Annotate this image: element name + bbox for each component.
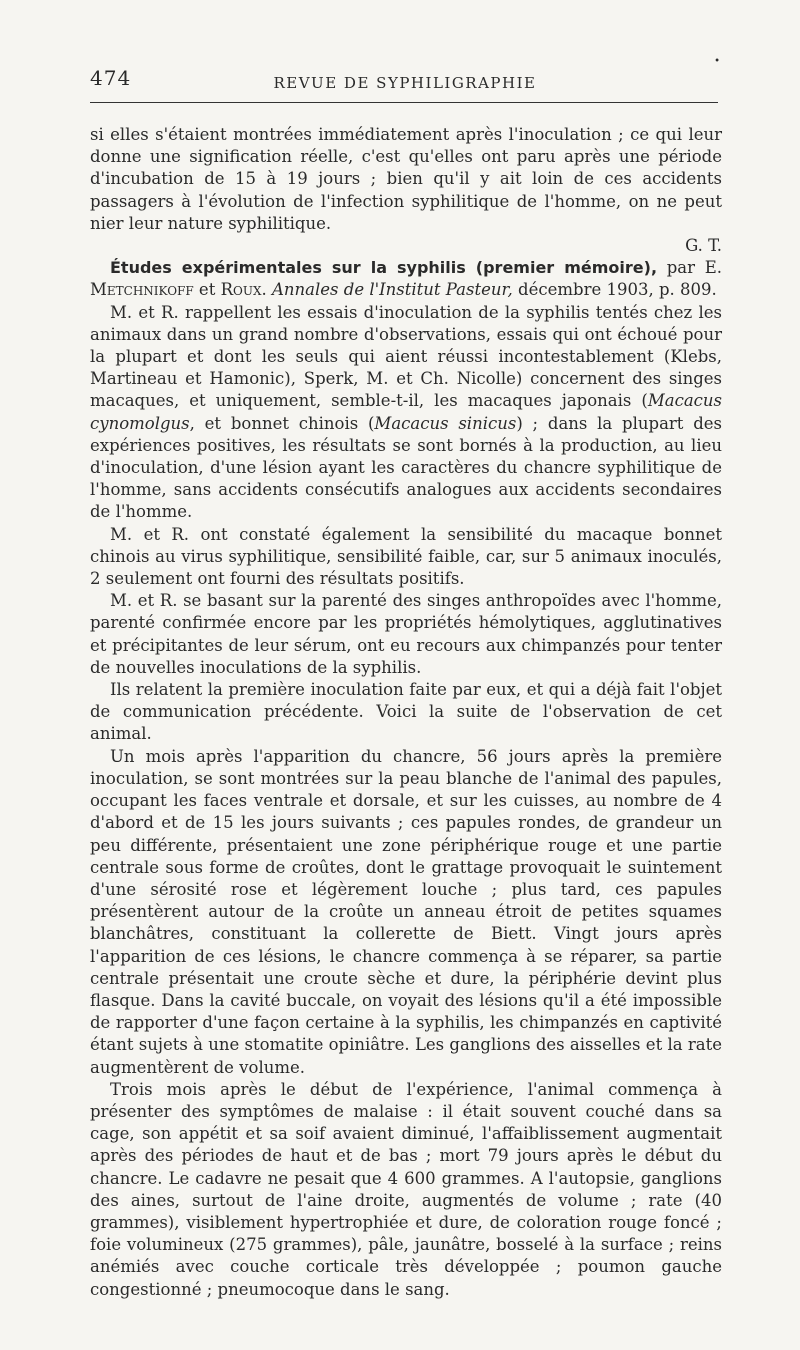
paragraph-1-text-a: M. et R. rappellent les essais d'inoculation de la syphilis tentés chez les animaux dans un grand nombre d'observations, essais qui ont échoué pour la plupart et dont les seuls qui aient réussi incontestablement (Klebs, Martineau et Hamonic), Sperk, M. et Ch. Nicolle) concernent des singes macaques, et uniquement, semble-t-il, les macaques japonais ( [90,302,722,411]
species-sinicus: Macacus sinicus [374,413,517,433]
citation-details: décembre 1903, p. 809. [512,280,717,300]
paragraph-1-text-c: ) ; dans la plupart des expériences positives, les résultats se sont bornés à la production, au lieu d'inoculation, d'une lésion ayant les caractères du chancre syphilitique de l'homme, sans accidents consécutifs analogues aux accidents secondaires de l'homme. [90,413,722,522]
paragraph-3: M. et R. se basant sur la parenté des singes anthropoïdes avec l'homme, parenté confirmée encore par les propriétés hémolytiques, agglutinatives et précipitantes de leur sérum, ont eu recours aux chimpanzés pour tenter de nouvelles inoculations de la syphilis. [90,591,722,677]
header-rule [90,102,718,103]
article-title: Études expérimentales sur la syphilis (premier mémoire), [110,258,658,278]
species-cynomolgus: Macacus cynomolgus [90,391,722,433]
author-conjunction: et [193,280,221,300]
article-heading [90,257,722,301]
reviewer-signature: G. T. [685,236,722,256]
paragraph-4: Ils relatent la première inoculation faite par eux, et qui a déjà fait l'objet de communication précédente. Voici la suite de l'observation de cet animal. [90,680,722,744]
page-number: 474 [90,66,132,90]
paragraph-1 [90,302,722,524]
running-title: REVUE DE SYPHILIGRAPHIE [273,74,537,92]
intro-paragraph [90,124,722,257]
author-roux: Roux. [220,280,267,300]
print-mark: • [714,56,720,67]
article-par: par [657,258,696,278]
paragraph-1-text-b: , et bonnet chinois ( [189,413,375,433]
paragraph-5: Un mois après l'apparition du chancre, 56 jours après la première inoculation, se sont montrées sur la peau blanche de l'animal des papules, occupant les faces ventrale et dorsale, et sur les cuisses, au nombre de 4 d'abord et de 15 les jours suivants ; ces papules rondes, de grandeur un peu différente, présentaient une zone périphérique rouge et une partie centrale sous forme de croûtes, dont le grattage provoquait le suintement d'une sérosité rose et légèrement louche ; plus tard, ces papules présentèrent autour de la croûte un anneau étroit de petites squames blanchâtres, constituant la collerette de Biett. Vingt jours après l'apparition de ces lésions, le chancre commença à se réparer, sa partie centrale présentait une croute sèche et dure, la périphérie devint plus flasque. Dans la cavité buccale, on voyait des lésions qu'il a été impossible de rapporter d'une façon certaine à la syphilis, les chimpanzés en captivité étant sujets à une stomatite opiniâtre. Les ganglions des aisselles et la rate augmentèrent de volume. [90,746,722,1077]
journal-name: Annales de l'Institut Pasteur, [272,280,513,300]
intro-text: si elles s'étaient montrées immédiatement après l'inoculation ; ce qui leur donne une signification réelle, c'est qu'elles ont paru après une période d'incubation de 15 à 19 jours ; bien qu'il y ait loin de ces accidents passagers à l'évolution de l'infection syphilitique de l'homme, on ne peut nier leur nature syphilitique. [90,125,722,233]
page-header [90,56,720,100]
page-body [90,124,722,1301]
author-metchnikoff: E. Metchnikoff [90,258,723,300]
paragraph-6: Trois mois après le début de l'expérience, l'animal commença à présenter des symptômes de malaise : il était souvent couché dans sa cage, son appétit et sa soif avaient diminué, l'affaiblissement augmentait après des périodes de haut et de bas ; mort 79 jours après le début du chancre. Le cadavre ne pesait que 4 600 grammes. A l'autopsie, ganglions des aines, surtout de l'aine droite, augmentés de volume ; rate (40 grammes), visiblement hypertrophiée et dure, de coloration rouge foncé ; foie volumineux (275 grammes), pâle, jaunâtre, bosselé à la surface ; reins anémiés avec couche corticale très développée ; poumon gauche congestionné ; pneumocoque dans le sang. [90,1079,722,1299]
paragraph-2: M. et R. ont constaté également la sensibilité du macaque bonnet chinois au virus syphilitique, sensibilité faible, car, sur 5 animaux inoculés, 2 seulement ont fourni des résultats positifs. [90,524,722,589]
